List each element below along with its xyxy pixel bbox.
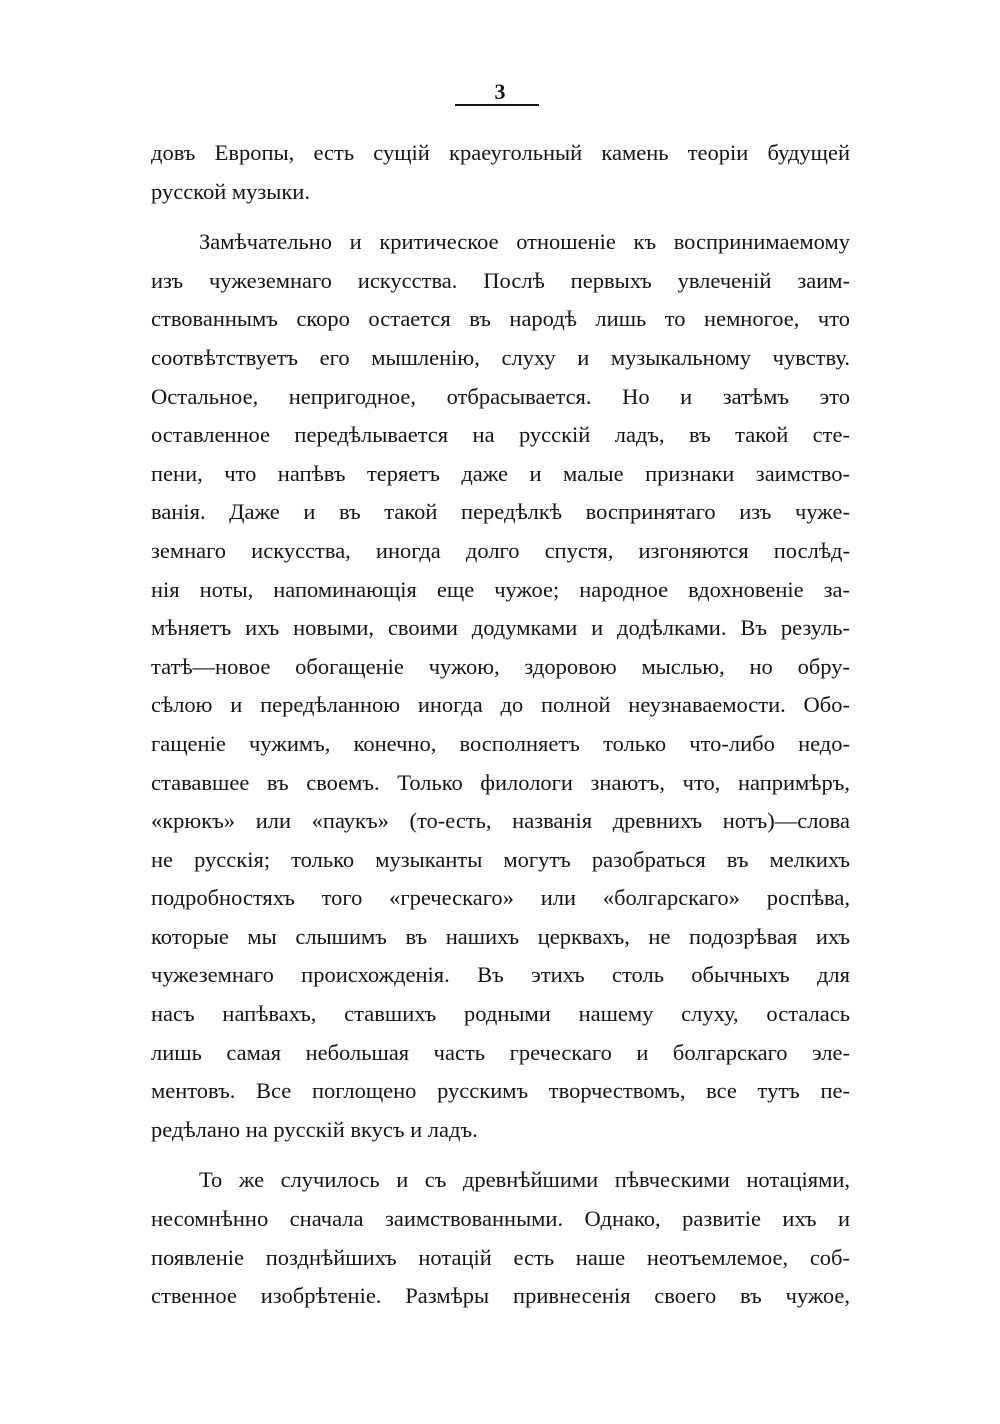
text-line: довъ Европы, есть сущій краеугольный камень теоріи будущей [151, 140, 850, 165]
text-line: соотвѣтствуетъ его мышленію, слуху и музыкальному чувству. [151, 344, 850, 370]
text-line: не русскія; только музыканты могутъ разобраться въ мелкихъ [151, 846, 850, 872]
text-line: редѣлано на русскій вкусъ и ладъ. [151, 1116, 478, 1142]
text-line: нія ноты, напоминающія еще чужое; народное вдохновеніе за- [151, 576, 850, 602]
text-line: ванія. Даже и въ такой передѣлкѣ воспринятаго изъ чуже- [151, 499, 850, 525]
text-line: русской музыки. [151, 178, 310, 204]
text-line: Замѣчательно и критическое отношеніе къ воспринимаемому [199, 229, 850, 255]
text-line: изъ чужеземнаго искусства. Послѣ первыхъ увлеченій заим- [151, 267, 850, 293]
text-line: подробностяхъ того «греческаго» или «болгарскаго» роспѣва, [151, 885, 850, 911]
paragraph [151, 223, 850, 1149]
page-number: 3 [494, 79, 506, 104]
text-line: появленіе позднѣйшихъ нотацій есть наше неотъемлемое, соб- [151, 1244, 850, 1270]
text-line: ментовъ. Все поглощено русскимъ творчествомъ, все тутъ пе- [151, 1078, 850, 1104]
text-line: земнаго искусства, иногда долго спустя, изгоняются послѣд- [151, 537, 850, 563]
text-line: мѣняетъ ихъ новыми, своими додумками и додѣлками. Въ резуль- [151, 615, 850, 641]
text-line: сѣлою и передѣланною иногда до полной неузнаваемости. Обо- [151, 692, 850, 718]
text-line: лишь самая небольшая часть греческаго и болгарскаго эле- [151, 1039, 850, 1065]
body-text [151, 134, 850, 1316]
paragraph [151, 1161, 850, 1315]
text-line: чужеземнаго происхожденія. Въ этихъ столь обычныхъ для [151, 962, 850, 988]
text-line: которые мы слышимъ въ нашихъ церквахъ, не подозрѣвая ихъ [151, 923, 850, 949]
page-number-rule [455, 104, 539, 106]
text-line: насъ напѣвахъ, ставшихъ родными нашему слуху, осталась [151, 1001, 850, 1027]
text-line: ствованнымъ скоро остается въ народѣ лишь то немногое, что [151, 306, 850, 332]
text-line: То же случилось и съ древнѣйшими пѣвческими нотаціями, [199, 1167, 850, 1193]
text-line: Остальное, непригодное, отбрасывается. Но и затѣмъ это [151, 383, 850, 409]
text-line: «крюкъ» или «паукъ» (то-есть, названія древнихъ нотъ)—слова [151, 808, 850, 834]
text-line: стававшее въ своемъ. Только филологи знаютъ, что, напримѣръ, [151, 769, 850, 795]
text-line: татѣ—новое обогащеніе чужою, здоровою мыслью, но обру- [151, 653, 850, 679]
text-line: пени, что напѣвъ теряетъ даже и малые признаки заимство- [151, 460, 850, 486]
text-line: несомнѣнно сначала заимствованными. Однако, развитіе ихъ и [151, 1206, 850, 1232]
paragraph [151, 134, 850, 211]
text-line: ственное изобрѣтеніе. Размѣры привнесенія своего въ чужое, [151, 1283, 850, 1309]
text-line: оставленное передѣлывается на русскій ладъ, въ такой сте- [151, 422, 850, 448]
text-line: гащеніе чужимъ, конечно, восполняетъ только что-либо недо- [151, 730, 850, 756]
